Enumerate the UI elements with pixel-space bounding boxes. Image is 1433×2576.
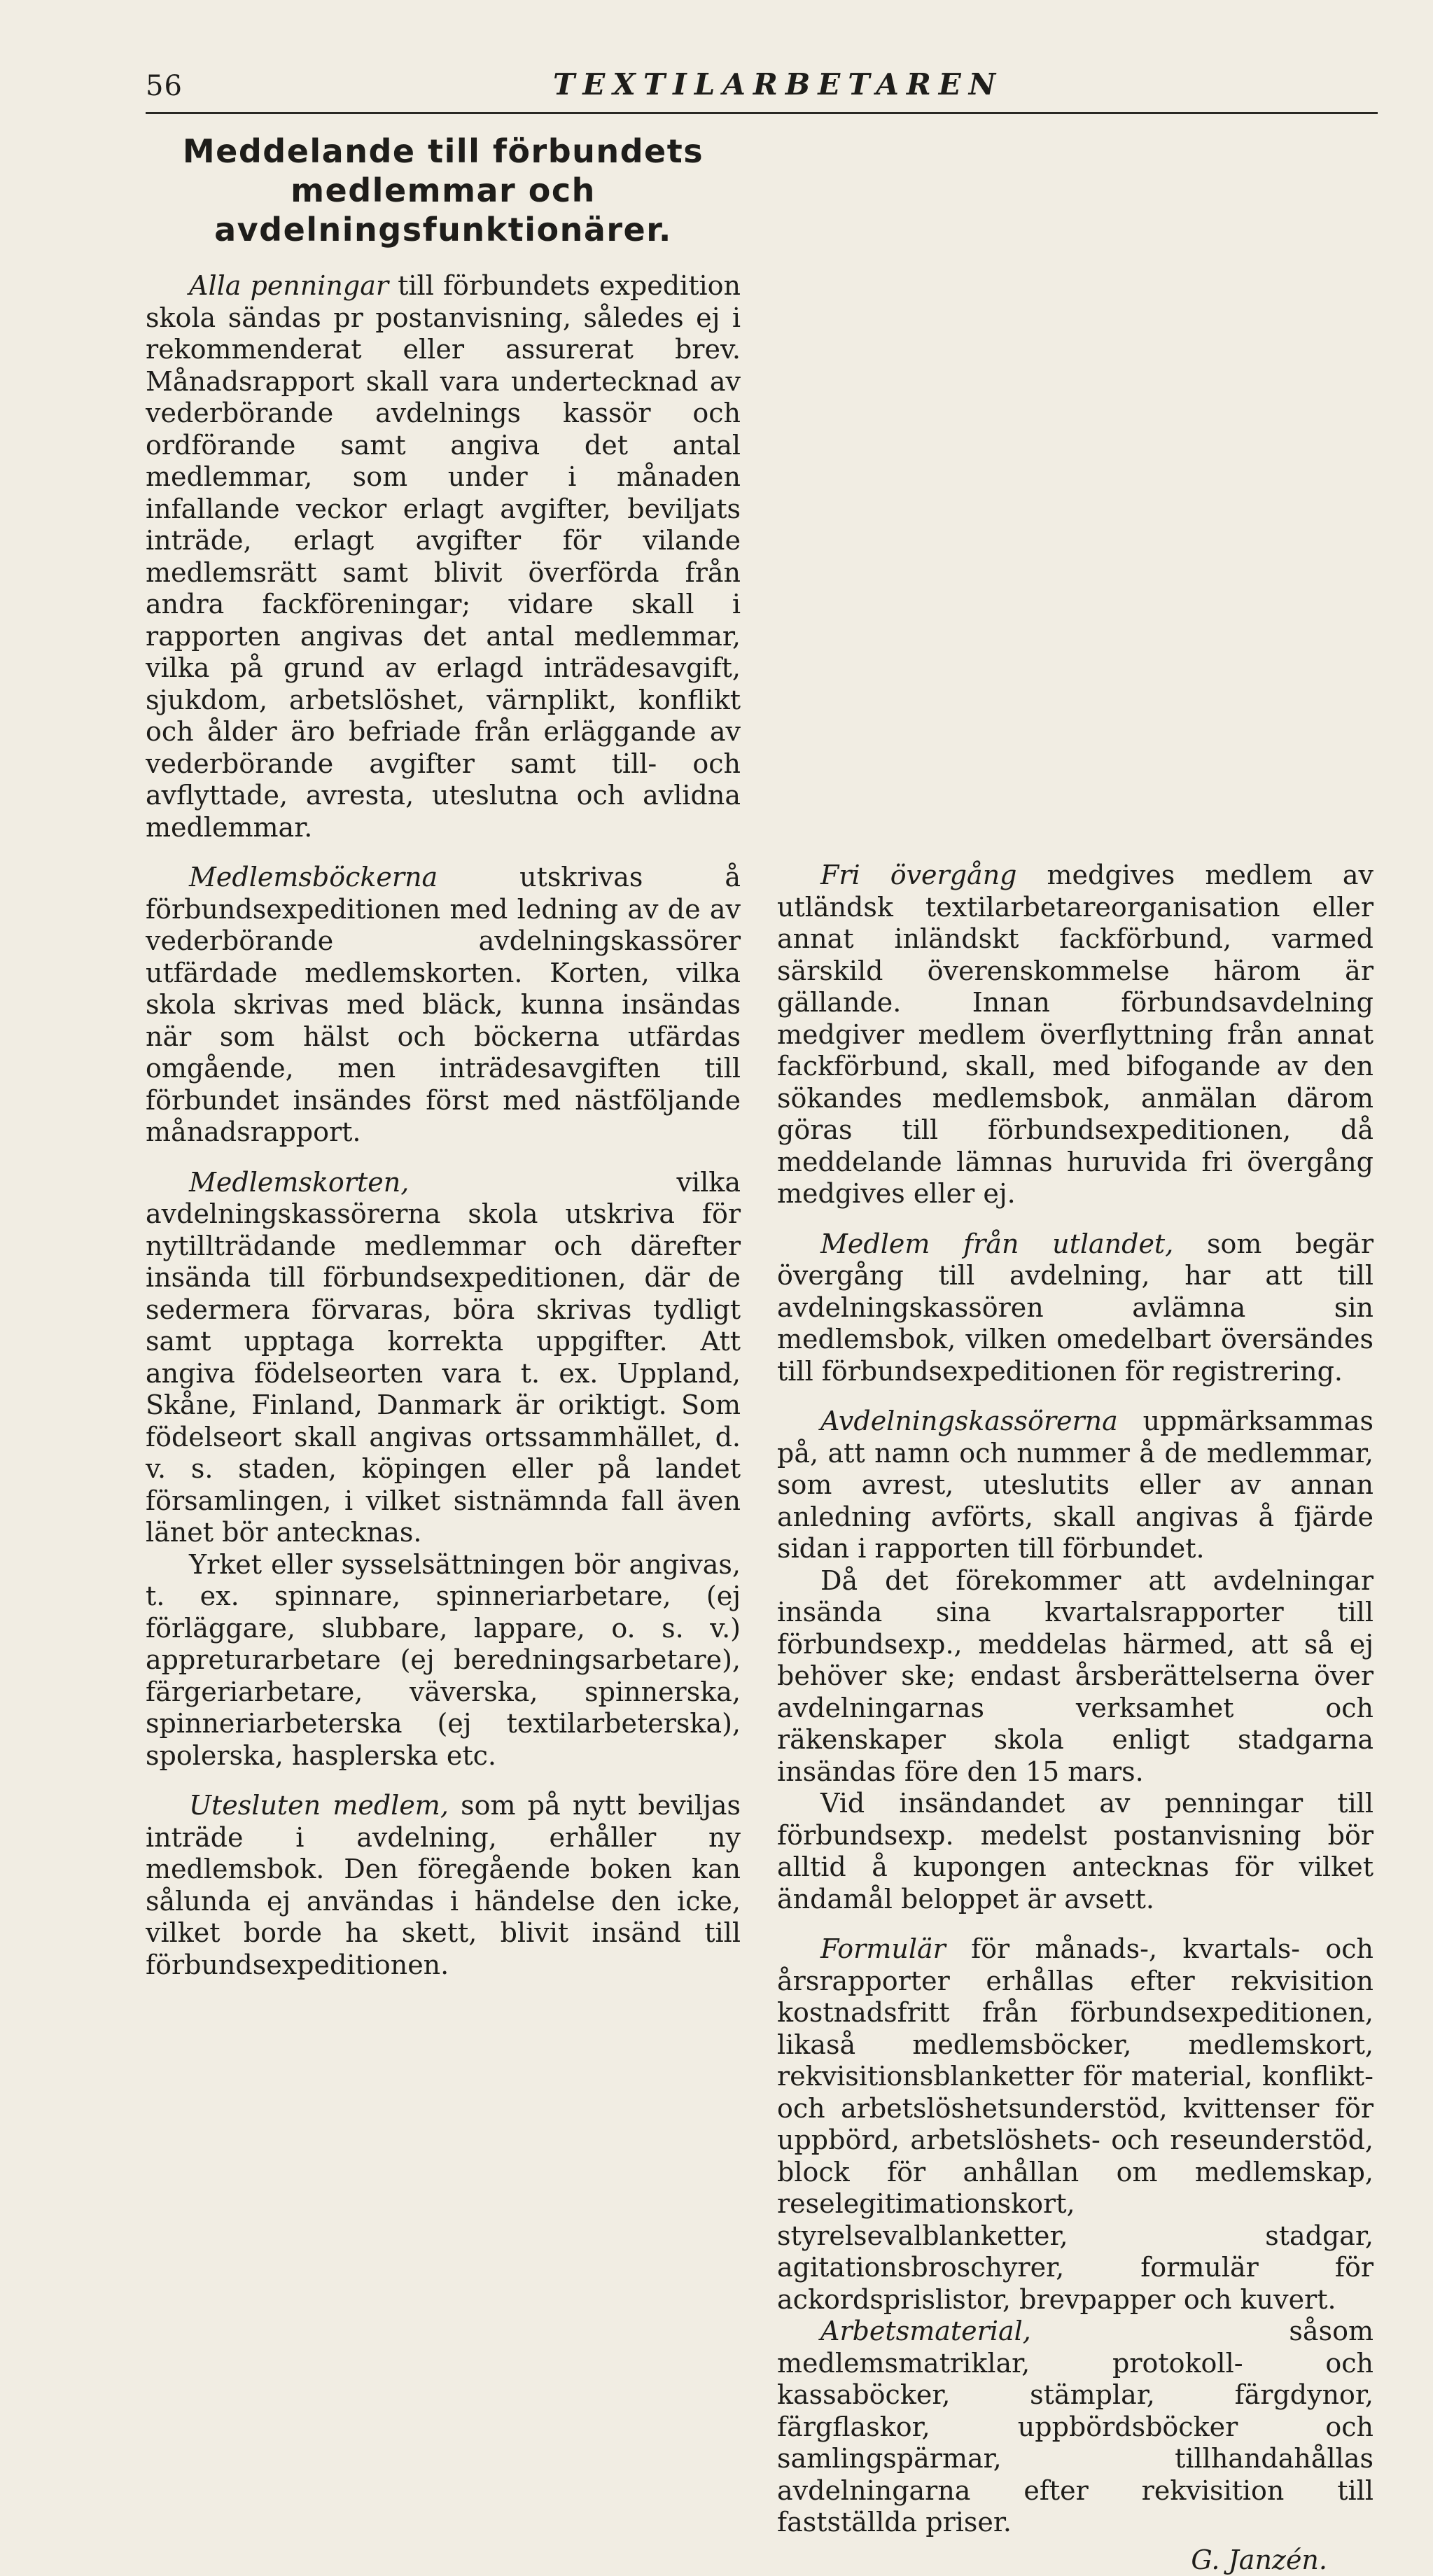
paragraph-work-material — [777, 2316, 1373, 2539]
paragraph-text: Yrket eller sysselsättningen bör angivas, t. ex. spinnare, spinneriarbetare, (ej förläggare, slubbare, lappare, o. s. v.) appreturarbetare (ej beredningsarbetare), färgeriarbetare, väverska, spinnerska, spinneriarbeterska (ej textilarbeterska), spolerska, hasplerska etc. — [146, 1549, 741, 1771]
paragraph-lead: Formulär — [820, 1933, 946, 1964]
paragraph-free-transfer — [777, 860, 1373, 1210]
paragraph-money-transfer — [777, 1788, 1373, 1915]
paragraph-lead: Fri övergång — [820, 860, 1017, 890]
paragraph-quarterly-reports — [777, 1565, 1373, 1788]
signature: G. Janzén. — [777, 2544, 1373, 2576]
paragraph-text: Då det förekommer att avdelningar insända sina kvartalsrapporter till förbundsexp., meddelas härmed, att så ej behöver ske; endast årsberättelserna över avdelningarnas verksamhet och räkenskaper skola enligt stadgarna insändas före den 15 mars. — [777, 1565, 1373, 1787]
paragraph-text: medgives medlem av utländsk textilarbetareorganisation eller annat inländskt fackförbund, varmed särskild överenskommelse härom är gällande. Innan förbundsavdelning medgiver medlem överflyttning från annat fackförbund, skall, med bifogande av den sökandes medlemsbok, anmälan därom göras till förbundsexpeditionen, då meddelande lämnas huruvida fri övergång medgives eller ej. — [777, 860, 1373, 1209]
paragraph-member-from-abroad — [777, 1228, 1373, 1388]
paragraph-text: som på nytt beviljas inträde i avdelning, erhåller ny medlemsbok. Den föregående boken kan sålunda ej användas i händelse den icke, vilket borde ha skett, blivit insänd till förbundsexpeditionen. — [146, 1790, 741, 1980]
header-rule — [146, 112, 1378, 114]
paragraph-lead: Medlemskorten, — [189, 1167, 409, 1198]
page-number: 56 — [146, 70, 183, 102]
running-title: TEXTILARBETAREN — [553, 67, 1003, 102]
paragraph-forms — [777, 1933, 1373, 2316]
paragraph-text: vilka avdelningskassörerna skola utskriva för nytillträdande medlemmar och därefter insända till förbundsexpeditionen, där de sedermera förvaras, böra skrivas tydligt samt upptaga korrekta uppgifter. Att angiva födelseorten vara t. ex. Uppland, Skåne, Finland, Danmark är oriktigt. Som födelseort skall angivas ortssammhället, d. v. s. staden, köpingen eller på landet församlingen, i vilket sistnämnda fall även länet bör antecknas. — [146, 1167, 741, 1548]
paragraph-text: till förbundets expedition skola sändas pr postanvisning, således ej i rekommenderat eller assurerat brev. Månadsrapport skall vara undertecknad av vederbörande avdelnings kassör och ordförande samt angiva det antal medlemmar, som under i månaden infallande veckor erlagt avgifter, beviljats inträde, erlagt avgifter för vilande medlemsrätt samt blivit överförda från andra fackföreningar; vidare skall i rapporten angivas det antal medlemmar, vilka på grund av erlagd inträdesavgift, sjukdom, arbetslöshet, värnplikt, konflikt och ålder äro befriade från erläggande av vederbörande avgifter samt till- och avflyttade, avresta, uteslutna och avlidna medlemmar. — [146, 270, 741, 843]
paragraph-text: utskrivas å förbundsexpeditionen med ledning av de av vederbörande avdelningskassörer utfärdade medlemskorten. Korten, vilka skola skrivas med bläck, kunna insändas när som hälst och böckerna utfärdas omgående, men inträdesavgiften till förbundet insändes först med nästföljande månadsrapport. — [146, 862, 741, 1147]
paragraph-lead: Avdelningskassörerna — [820, 1406, 1118, 1436]
paragraph-lead: Medlem från utlandet, — [820, 1228, 1173, 1259]
paragraph-lead: Arbetsmaterial, — [820, 2316, 1031, 2346]
paragraph-member-cards — [146, 1167, 741, 1549]
paragraph-lead: Alla penningar — [189, 270, 389, 301]
paragraph-lead: Utesluten medlem, — [189, 1790, 449, 1821]
paragraph-text: uppmärksammas på, att namn och nummer å de medlemmar, som avrest, uteslutits eller av annan anledning avförts, skall angivas å fjärde sidan i rapporten till förbundet. — [777, 1406, 1373, 1564]
paragraph-expelled-member — [146, 1790, 741, 1981]
paragraph-occupation — [146, 1549, 741, 1772]
paragraph-text: för månads-, kvartals- och årsrapporter erhållas efter rekvisition kostnadsfritt från förbundsexpeditionen, likaså medlemsböcker, medlemskort, rekvisitionsblanketter för material, konflikt- och arbetslöshetsunderstöd, kvittenser för uppbörd, arbetslöshets- och reseunderstöd, block för anhållan om medlemskap, reselegitimationskort, styrelsevalblanketter, stadgar, agitationsbroschyrer, formulär för ackordsprislistor, brevpapper och kuvert. — [777, 1933, 1373, 2315]
paragraph-member-books — [146, 862, 741, 1149]
paragraph-payments — [146, 270, 741, 844]
paragraph-text: såsom medlemsmatriklar, protokoll- och kassaböcker, stämplar, färgdynor, färgflaskor, uppbördsböcker och samlingspärmar, tillhandahållas avdelningarna efter rekvisition till fastställda priser. — [777, 2316, 1373, 2538]
article-title: Meddelande till förbundets medlemmar och avdelningsfunktionärer. — [146, 132, 741, 249]
column-left — [146, 132, 741, 1981]
paragraph-treasurers — [777, 1406, 1373, 1565]
column-right — [777, 132, 1373, 2576]
paragraph-lead: Medlemsböckerna — [189, 862, 438, 892]
paragraph-text: Vid insändandet av penningar till förbundsexp. medelst postanvisning bör alltid å kupongen antecknas för vilket ändamål beloppet är avsett. — [777, 1788, 1373, 1914]
paragraph-text: som begär övergång till avdelning, har att till avdelningskassören avlämna sin medlemsbok, vilken omedelbart översändes till förbundsexpeditionen för registrering. — [777, 1228, 1373, 1387]
